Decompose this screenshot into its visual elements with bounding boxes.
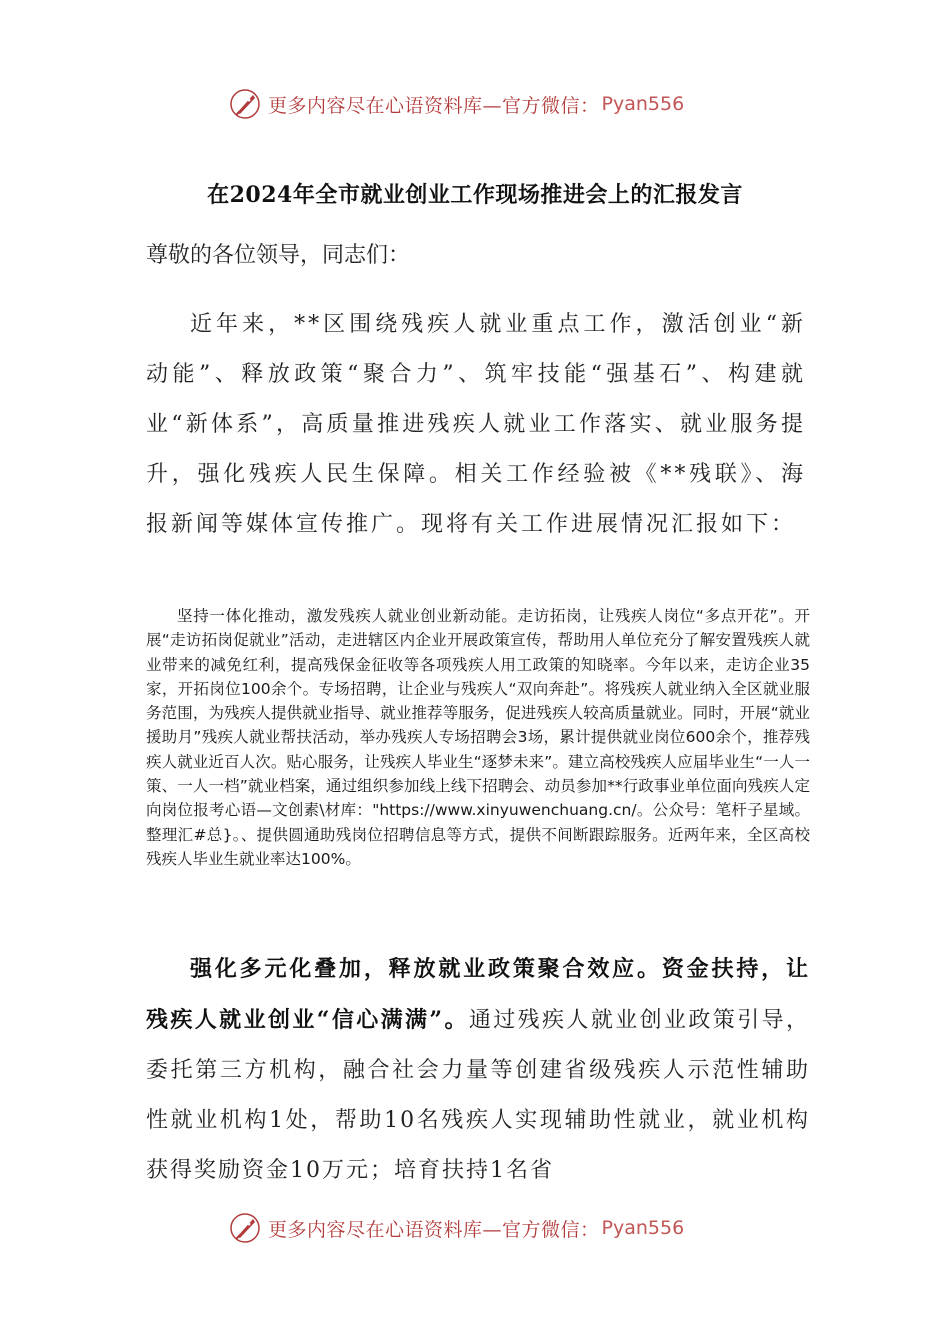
- banner-contact-id: Pyan556: [601, 1217, 685, 1239]
- footer-watermark-banner: [228, 1208, 748, 1248]
- paragraph-intro: 近年来，**区围绕残疾人就业重点工作，激活创业“新动能”、释放政策“聚合力”、筑牢技能“强基石”、构建就业“新体系”，高质量推进残疾人就业工作落实、就业服务提升，强化残疾人民生保障。相关工作经验被《**残联》、海报新闻等媒体宣传推广。现将有关工作进展情况汇报如下：: [146, 312, 806, 537]
- section-two-heading: 强化多元化叠加，释放就业政策聚合效应。资金扶持，让残疾人就业创业“信心满满”。: [146, 956, 810, 1033]
- header-watermark-banner: [228, 84, 748, 124]
- salutation: 尊敬的各位领导，同志们：: [146, 243, 411, 268]
- quill-pen-logo-icon: [228, 1211, 262, 1245]
- paragraph-section-two: [146, 944, 810, 1194]
- banner-text: 更多内容尽在心语资料库—官方微信：: [268, 94, 600, 117]
- banner-contact-id: Pyan556: [601, 93, 685, 115]
- section-two-body: 通过残疾人就业创业政策引导，委托第三方机构，融合社会力量等创建省级残疾人示范性辅助性就业机构1处，帮助10名残疾人实现辅助性就业，就业机构获得奖励资金10万元；培育扶持1名省: [146, 1008, 810, 1183]
- banner-text: 更多内容尽在心语资料库—官方微信：: [268, 1218, 600, 1241]
- quill-pen-logo-icon: [228, 87, 262, 121]
- document-title: 在2024年全市就业创业工作现场推进会上的汇报发言: [207, 182, 743, 208]
- paragraph-section-one: 坚持一体化推动，激发残疾人就业创业新动能。走访拓岗，让残疾人岗位“多点开花”。开展“走访拓岗促就业”活动，走进辖区内企业开展政策宣传，帮助用人单位充分了解安置残疾人就业带来的减免红利，提高残保金征收等各项残疾人用工政策的知晓率。今年以来，走访企业35家，开拓岗位100余个。专场招聘，让企业与残疾人“双向奔赴”。将残疾人就业纳入全区就业服务范围，为残疾人提供就业指导、就业推荐等服务，促进残疾人较高质量就业。同时，开展“就业援助月”残疾人就业帮扶活动，举办残疾人专场招聘会3场，累计提供就业岗位600余个，推荐残疾人就业近百人次。贴心服务，让残疾人毕业生“逐梦未来”。建立高校残疾人应届毕业生“一人一策、一人一档”就业档案，通过组织参加线上线下招聘会、动员参加**行政事业单位面向残疾人定向岗位报考心语—文创素\材库："https://www.xinyuwenchuang.cn/。公众号：笔杆子星域。整理汇#总}。、提供圆通助残岗位招聘信息等方式，提供不间断跟踪服务。近两年来，全区高校残疾人毕业生就业率达100%。: [146, 607, 810, 868]
